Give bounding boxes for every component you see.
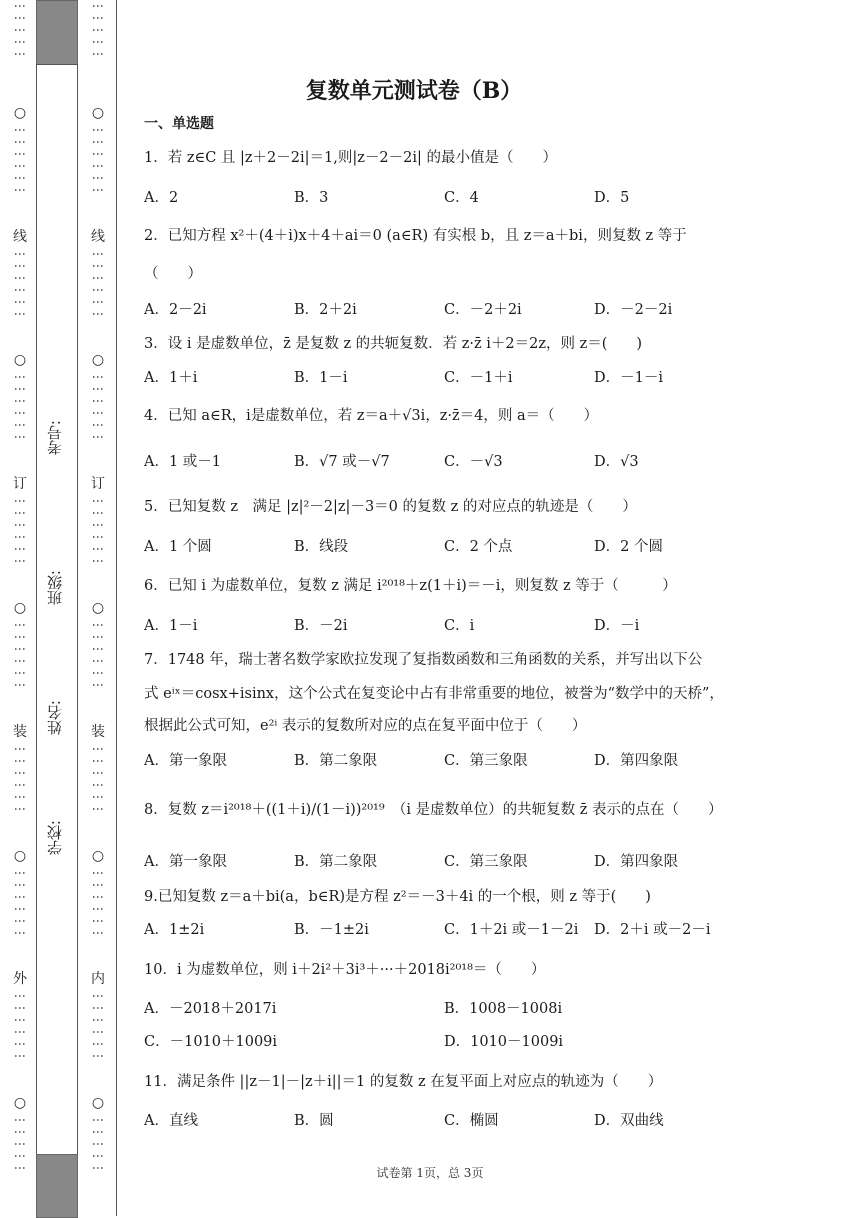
question-10-stem: 10．i 为虚数单位，则 i＋2i²＋3i³＋···＋2018i²⁰¹⁸＝（ ）	[144, 962, 546, 978]
question-2-option-c: C．－2＋2i	[444, 302, 522, 318]
question-6-option-a: A．1－i	[144, 618, 198, 634]
question-2-stem-cont: （ ）	[144, 266, 202, 282]
question-10-option-d: D．1010－1009i	[444, 1034, 564, 1050]
question-11-option-b: B．圆	[294, 1113, 334, 1129]
question-3-stem: 3．设 i 是虚数单位，z̄ 是复数 z 的共轭复数．若 z·z̄ i＋2＝2z，则 z＝( )	[144, 336, 643, 352]
binding-circle-mark: ○	[13, 352, 27, 369]
binding-mark-wai: 外	[13, 971, 27, 988]
question-7-stem: 7．1748 年，瑞士著名数学家欧拉发现了复指数函数和三角函数的关系，并写出以下公	[144, 652, 703, 668]
binding-dots: ⋮⋮⋮⋮⋮⋮	[91, 123, 105, 196]
binding-circle-mark: ○	[13, 104, 27, 121]
question-2-option-b: B．2＋2i	[294, 302, 357, 318]
question-8-stem: 8．复数 z＝i²⁰¹⁸＋((1＋i)/(1－i))²⁰¹⁹ （i 是虚数单位）的共轭复数 z̄ 表示的点在（ ）	[144, 802, 723, 818]
binding-dots: ⋮⋮⋮⋮⋮⋮	[91, 742, 105, 815]
question-1-option-c: C．4	[444, 190, 479, 206]
question-7-option-c: C．第三象限	[444, 753, 528, 769]
top-grey-strip	[36, 0, 78, 66]
binding-mark-xian: 线	[91, 228, 105, 245]
question-6-option-b: B．－2i	[294, 618, 348, 634]
binding-dots: ⋮⋮⋮⋮⋮⋮	[91, 866, 105, 939]
question-1-option-d: D．5	[594, 190, 630, 206]
question-10-option-a: A．－2018＋2017i	[144, 1001, 277, 1017]
question-3-option-c: C．－1＋i	[444, 370, 513, 386]
binding-dots: ⋮⋮⋮⋮⋮⋮	[91, 618, 105, 691]
binding-dots: ⋮⋮⋮⋮⋮	[13, 1114, 27, 1175]
question-9-option-c: C．1＋2i 或－1－2i	[444, 922, 579, 938]
binding-circle-mark: ○	[13, 847, 27, 864]
question-8-option-d: D．第四象限	[594, 854, 679, 870]
question-8-option-a: A．第一象限	[144, 854, 227, 870]
binding-dots: ⋮⋮⋮⋮⋮	[13, 0, 27, 60]
question-5-option-c: C．2 个点	[444, 539, 513, 555]
question-2-option-d: D．－2－2i	[594, 302, 673, 318]
question-2-option-a: A．2－2i	[144, 302, 207, 318]
question-11-option-a: A．直线	[144, 1113, 198, 1129]
section-heading: 一、单选题	[144, 116, 214, 132]
student-info-strip	[36, 64, 78, 1156]
question-11-stem: 11．满足条件 ||z－1|－|z＋i||＝1 的复数 z 在复平面上对应点的轨迹为（ ）	[144, 1074, 663, 1090]
question-9-option-d: D．2＋i 或－2－i	[594, 922, 711, 938]
binding-circle-mark: ○	[91, 847, 105, 864]
question-7-option-b: B．第二象限	[294, 753, 378, 769]
binding-circle-mark: ○	[91, 599, 105, 616]
binding-dots: ⋮⋮⋮⋮⋮⋮	[13, 495, 27, 568]
school-label: 学校:	[46, 820, 64, 856]
question-1-option-a: A．2	[144, 190, 179, 206]
question-7-stem-line-2: 式 eⁱˣ＝cosx+isinx，这个公式在复变论中占有非常重要的地位，被誉为“数学中的天桥”，	[144, 686, 724, 702]
question-5-option-a: A．1 个圆	[144, 539, 212, 555]
question-4-option-b: B．√7 或－√7	[294, 454, 390, 470]
binding-dots: ⋮⋮⋮⋮⋮⋮	[13, 742, 27, 815]
binding-margin-rule	[116, 0, 117, 1216]
binding-dots: ⋮⋮⋮⋮⋮⋮	[13, 618, 27, 691]
binding-dots: ⋮⋮⋮⋮⋮⋮	[13, 866, 27, 939]
question-3-option-b: B．1－i	[294, 370, 348, 386]
class-label: 班级:	[46, 570, 64, 606]
question-6-option-c: C．i	[444, 618, 475, 634]
question-9-stem: 9.已知复数 z＝a＋bi(a，b∈R)是方程 z²＝－3＋4i 的一个根，则 z 等于( )	[144, 889, 651, 905]
question-4-stem: 4．已知 a∈R，i是虚数单位，若 z＝a＋√3i，z·z̄＝4，则 a＝（ ）	[144, 408, 599, 424]
binding-dots: ⋮⋮⋮⋮⋮⋮	[91, 495, 105, 568]
question-4-option-a: A．1 或－1	[144, 454, 222, 470]
binding-circle-mark: ○	[91, 104, 105, 121]
question-5-stem: 5．已知复数 z 满足 |z|²－2|z|－3＝0 的复数 z 的对应点的轨迹是（ ）	[144, 499, 637, 515]
question-9-option-b: B．－1±2i	[294, 922, 369, 938]
question-8-option-c: C．第三象限	[444, 854, 528, 870]
binding-dots: ⋮⋮⋮⋮⋮	[91, 0, 105, 60]
name-label: 姓名:	[46, 700, 64, 736]
question-1-option-b: B．3	[294, 190, 329, 206]
question-5-option-d: D．2 个圆	[594, 539, 663, 555]
question-11-option-d: D．双曲线	[594, 1113, 664, 1129]
question-2-stem: 2．已知方程 x²＋(4＋i)x＋4＋ai＝0 (a∈R) 有实根 b，且 z＝a＋bi，则复数 z 等于	[144, 228, 687, 244]
binding-dots: ⋮⋮⋮⋮⋮⋮	[13, 123, 27, 196]
binding-circle-mark: ○	[91, 1095, 105, 1112]
binding-mark-zhuang: 装	[13, 723, 27, 740]
binding-mark-zhuang: 装	[91, 723, 105, 740]
binding-mark-nei: 内	[91, 971, 105, 988]
question-4-option-c: C．－√3	[444, 454, 503, 470]
question-6-stem: 6．已知 i 为虚数单位，复数 z 满足 i²⁰¹⁸＋z(1＋i)＝－i，则复数 z 等于（ ）	[144, 578, 677, 594]
question-1-stem: 1．若 z∈C 且 |z＋2－2i|＝1,则|z－2－2i| 的最小值是（ ）	[144, 150, 557, 166]
binding-circle-mark: ○	[13, 1095, 27, 1112]
question-10-option-b: B．1008－1008i	[444, 1001, 563, 1017]
binding-dots: ⋮⋮⋮⋮⋮⋮	[91, 990, 105, 1063]
question-6-option-d: D．－i	[594, 618, 640, 634]
question-7-option-a: A．第一象限	[144, 753, 227, 769]
binding-mark-ding: 订	[13, 476, 27, 493]
binding-dots: ⋮⋮⋮⋮⋮	[91, 1114, 105, 1175]
question-11-option-c: C．椭圆	[444, 1113, 499, 1129]
binding-dots: ⋮⋮⋮⋮⋮⋮	[91, 371, 105, 444]
question-8-option-b: B．第二象限	[294, 854, 378, 870]
question-10-option-c: C．－1010＋1009i	[144, 1034, 278, 1050]
binding-dots: ⋮⋮⋮⋮⋮⋮	[13, 371, 27, 444]
page-title: 复数单元测试卷（B）	[305, 78, 523, 104]
question-5-option-b: B．线段	[294, 539, 349, 555]
binding-dots: ⋮⋮⋮⋮⋮⋮	[13, 247, 27, 320]
binding-circle-mark: ○	[91, 352, 105, 369]
question-3-option-a: A．1＋i	[144, 370, 198, 386]
page-footer: 试卷第 1页，总 3页	[376, 1166, 484, 1180]
binding-dots: ⋮⋮⋮⋮⋮⋮	[91, 247, 105, 320]
binding-circle-mark: ○	[13, 599, 27, 616]
binding-mark-xian: 线	[13, 228, 27, 245]
binding-mark-ding: 订	[91, 476, 105, 493]
question-7-option-d: D．第四象限	[594, 753, 679, 769]
question-3-option-d: D．－1－i	[594, 370, 663, 386]
inner-binding-column	[90, 0, 106, 1216]
question-7-stem-line-3: 根据此公式可知，e²ⁱ 表示的复数所对应的点在复平面中位于（ ）	[144, 718, 587, 734]
question-4-option-d: D．√3	[594, 454, 639, 470]
outer-binding-column	[12, 0, 28, 1216]
exam-number-label: 考号:	[46, 420, 64, 456]
binding-dots: ⋮⋮⋮⋮⋮⋮	[13, 990, 27, 1063]
question-9-option-a: A．1±2i	[144, 922, 205, 938]
